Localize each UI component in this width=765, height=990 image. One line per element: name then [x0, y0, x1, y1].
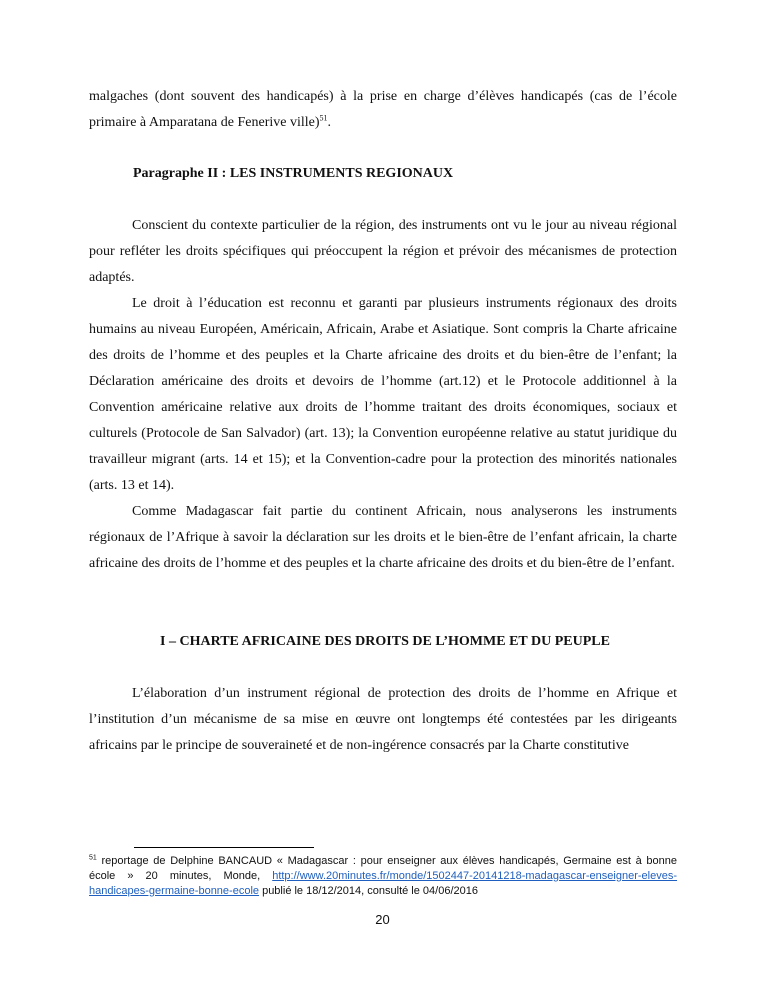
intro-paragraph: [89, 84, 677, 136]
footnote: [89, 854, 677, 899]
footnote-after: publié le 18/12/2014, consulté le 04/06/2016: [259, 885, 478, 897]
page-body: [89, 84, 677, 759]
section-heading: I – CHARTE AFRICAINE DES DROITS DE L’HOMME ET DU PEUPLE: [160, 634, 610, 649]
page-number: 20: [375, 912, 390, 927]
body-paragraph-4: L’élaboration d’un instrument régional de protection des droits de l’homme en Afrique et l’institution d’un mécanisme de sa mise en œuvre ont longtemps été contestées par les dirigeants africains par le principe de souveraineté et de non-ingérence consacrés par la Charte constitutive: [89, 686, 677, 753]
body-paragraph-3: Comme Madagascar fait partie du continent Africain, nous analyserons les instruments régionaux de l’Afrique à savoir la déclaration sur les droits et le bien-être de l’enfant africain, la charte africaine des droits de l’homme et des peuples et la charte africaine des droits et du bien-être de l’enfant.: [89, 504, 677, 571]
footnote-reference[interactable]: 51: [319, 113, 328, 123]
body-paragraph-2: Le droit à l’éducation est reconnu et garanti par plusieurs instruments régionaux des droits humains au niveau Européen, Américain, Africain, Arabe et Asiatique. Sont compris la Charte africaine des droits de l’homme et des peuples et la Charte africaine des droits et du bien-être de l’enfant; la Déclaration américaine des droits et devoirs de l’homme (art.12) et le Protocole additionnel à la Convention américaine relative aux droits de l’homme traitant des droits économiques, sociaux et culturels (Protocole de San Salvador) (art. 13); la Convention européenne relative au statut juridique du travailleur migrant (arts. 14 et 15); et la Convention-cadre pour la protection des minorités nationales (arts. 13 et 14).: [89, 296, 677, 493]
paragraph-heading: Paragraphe II : LES INSTRUMENTS REGIONAUX: [133, 166, 454, 181]
body-paragraph-1: Conscient du contexte particulier de la région, des instruments ont vu le jour au niveau régional pour refléter les droits spécifiques qui préoccupent la région et prévoir des mécanismes de protection adaptés.: [89, 218, 677, 285]
footnote-text: reportage de Delphine BANCAUD « Madagascar : pour enseigner aux élèves handicapés, Germaine est à bonne école » 20 minutes, Monde,: [89, 855, 677, 882]
footnote-separator: [134, 847, 314, 848]
footnote-link[interactable]: http://www.20minutes.fr/monde/1502447-20141218-madagascar-enseigner-eleves-handicapes-germaine-bonne-ecole: [89, 870, 677, 897]
intro-text: malgaches (dont souvent des handicapés) à la prise en charge d’élèves handicapés (cas de l’école primaire à Amparatana de Fenerive ville): [89, 89, 677, 130]
intro-end: .: [327, 115, 332, 130]
footnote-number: 51: [89, 854, 97, 862]
